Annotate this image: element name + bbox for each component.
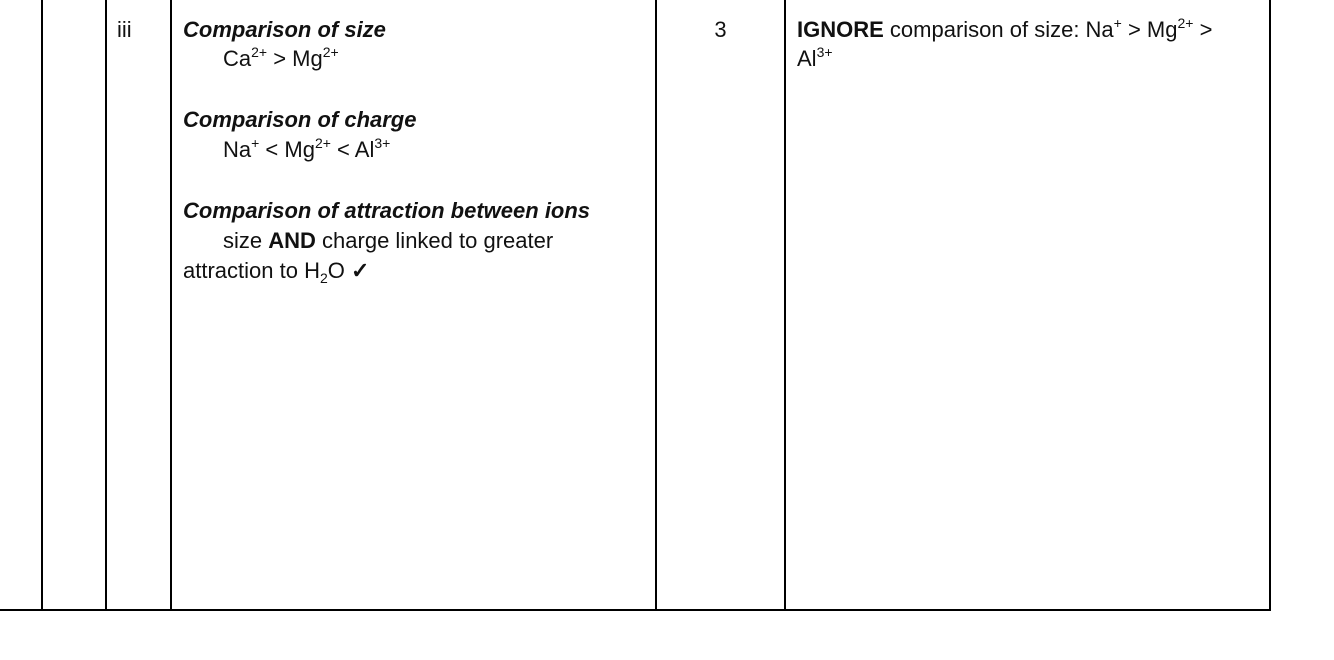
charge-comparison: $Na^+ < Mg^{2+} < Al^{3+}$ xyxy=(223,135,391,162)
check-mark-icon: ✓ xyxy=(351,258,370,283)
table-bottom-border xyxy=(0,609,1271,611)
question-part-label: iii xyxy=(117,17,132,42)
attraction-heading: Comparison of attraction between ions xyxy=(183,198,591,223)
column-border-4 xyxy=(655,0,657,611)
attraction-line-2: attraction to $H_2O$ ✓ xyxy=(183,258,370,286)
guidance-line-1: IGNORE comparison of size: $Na^+ > Mg^{2+}$ > xyxy=(797,15,1213,42)
column-border-6 xyxy=(1269,0,1271,611)
charge-heading: Comparison of charge xyxy=(183,107,417,132)
size-heading: Comparison of size xyxy=(183,17,386,42)
attraction-line-1: size AND charge linked to greater xyxy=(223,228,554,253)
column-border-5 xyxy=(784,0,786,611)
column-border-1 xyxy=(41,0,43,611)
size-comparison: $Ca^{2+} > Mg^{2+}$ xyxy=(223,44,339,71)
column-border-2 xyxy=(105,0,107,611)
marks-value: 3 xyxy=(714,17,727,42)
guidance-line-2: $Al^{3+}$ xyxy=(797,44,833,71)
column-border-3 xyxy=(170,0,172,611)
